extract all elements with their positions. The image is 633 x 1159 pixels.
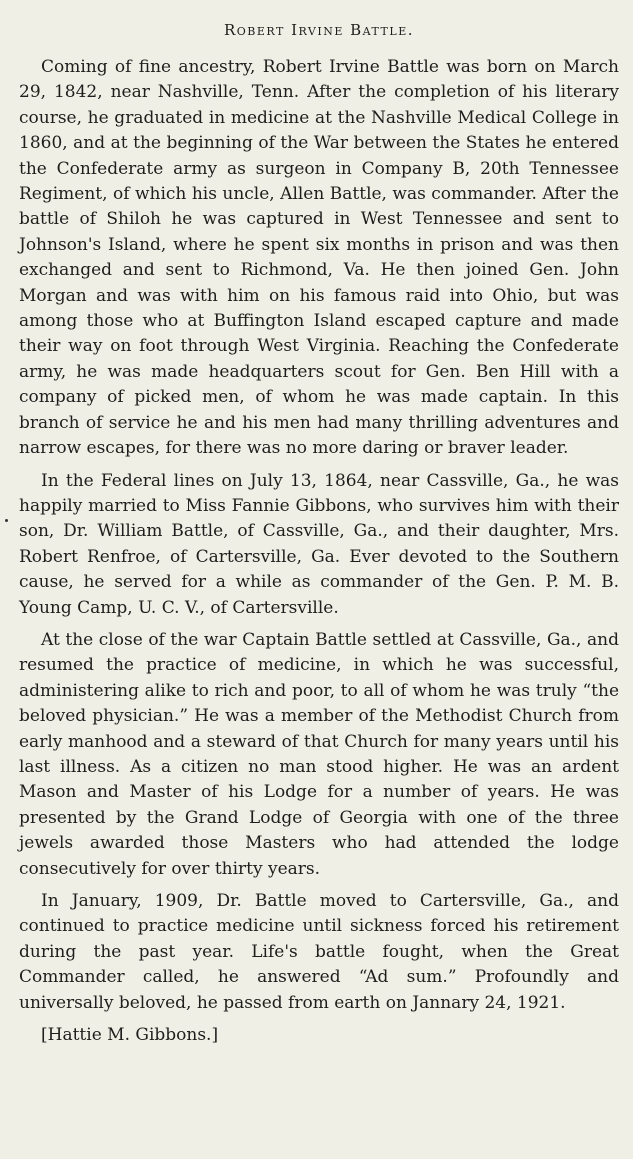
paragraph-career: At the close of the war Captain Battle settled at Cassville, Ga., and resumed the practice of medicine, in which he was successful, administering alike to rich and poor, to all of whom he was truly “the beloved physician.” He was a member of the Methodist Church from early manhood and a steward of that Church for many years until his last illness. As a citizen no man stood higher. He was an ardent Mason and Master of his Lodge for a number of years. He was presented by the Grand Lodge of Georgia with one of the three jewels awarded those Masters who had attended the lodge consecutively for over thirty years. bbox=[19, 629, 619, 879]
paragraph-biography: Coming of fine ancestry, Robert Irvine Battle was born on March 29, 1842, near Nashville, Tenn. After the completion of his literary course, he graduated in medicine at the Nashville Medical College in 1860, and at the beginning of the War between the States he entered the Confederate army as surgeon in Company B, 20th Tennessee Regiment, of which his uncle, Allen Battle, was commander. After the battle of Shiloh he was captured in West Tennessee and sent to Johnson's Island, where he spent six months in prison and was then exchanged and sent to Richmond, Va. He then joined Gen. John Morgan and was with him on his famous raid into Ohio, but was among those who at Buffington Island escaped capture and made their way on foot through West Virginia. Reaching the Confederate army, he was made headquarters scout for Gen. Ben Hill with a company of picked men, of whom he was made captain. In this branch of service he and his men had many thrilling adventures and narrow escapes, for there was no more daring or braver leader. bbox=[19, 57, 619, 459]
paragraph-marriage: In the Federal lines on July 13, 1864, near Cassville, Ga., he was happily married to Miss Fannie Gibbons, who survives him with their son, Dr. William Battle, of Cassville, Ga., and their daughter, Mrs. Robert Renfroe, of Cartersville, Ga. Ever devoted to the Southern cause, he served for a while as commander of the Gen. P. M. B. Young Camp, U. C. V., of Cartersville. bbox=[19, 470, 619, 618]
author-signature: [Hattie M. Gibbons.] bbox=[41, 1025, 219, 1046]
paragraph-death: In January, 1909, Dr. Battle moved to Cartersville, Ga., and continued to practice medicine until sickness forced his retirement during the past year. Life's battle fought, when the Great Commander called, he answered “Ad sum.” Profoundly and universally beloved, he passed from earth on Jannary 24, 1921. bbox=[19, 891, 619, 1013]
article-title: Robert Irvine Battle. bbox=[224, 21, 414, 39]
margin-dot-mark bbox=[5, 519, 8, 522]
